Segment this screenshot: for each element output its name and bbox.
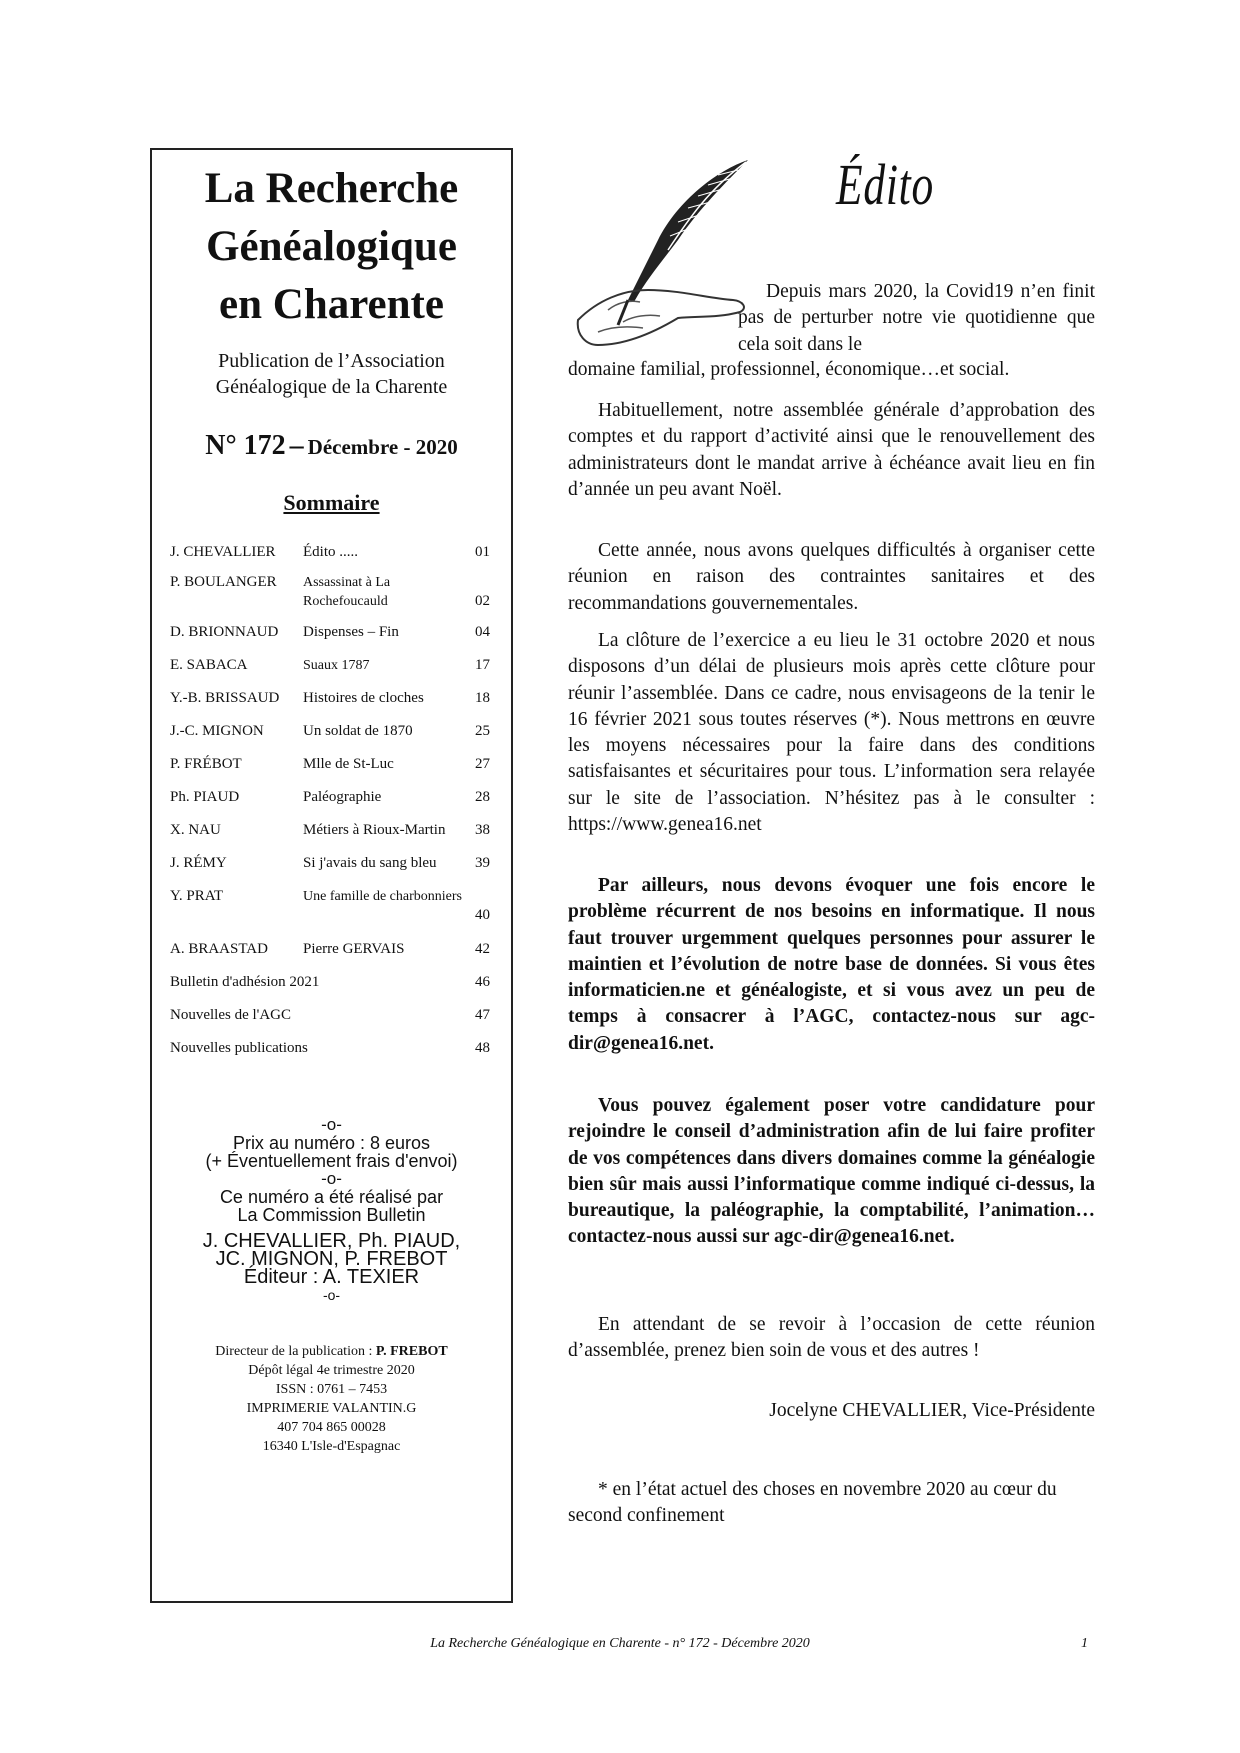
toc-author: Y. PRAT <box>170 888 224 904</box>
toc-page: 18 <box>475 690 490 706</box>
committee-names <box>152 1232 511 1286</box>
colophon <box>152 1116 511 1304</box>
paragraph-bold: Vous pouvez également poser votre candidature pour rejoindre le conseil d’administration afin de lui faire profiter de vos compétences dans divers domaines comme la généalogie bien sûr mais aussi l’informatique comme indiqué ci-dessus, la bureautique, la paléographie, la comptabilité, l’animation… contactez-nous aussi sur agc-dir@genea16.net. <box>568 1095 1095 1248</box>
issn: ISSN : 0761 – 7453 <box>275 1382 388 1397</box>
issue-line <box>152 430 511 462</box>
toc-page: 47 <box>475 1007 490 1023</box>
paragraph: Cette année, nous avons quelques difficultés à organiser cette réunion en raison des contraintes sanitaires et des recommandations gouvernementales. <box>568 540 1095 614</box>
sidebar-box <box>150 148 513 1603</box>
toc-page: 02 <box>475 593 490 609</box>
paragraph: Habituellement, notre assemblée générale d’approbation des comptes et du rapport d’activité ainsi que le renouvellement des administrateurs dont le mandat arrive à échéance avait lieu en fin d’année un peu avant Noël. <box>568 400 1095 500</box>
toc-title: Un soldat de 1870 <box>303 723 413 739</box>
title-line: La Recherche <box>204 165 459 212</box>
running-footer: La Recherche Généalogique en Charente - n° 172 - Décembre 2020 <box>430 1636 810 1651</box>
title-line: en Charente <box>219 281 444 328</box>
siren: 407 704 865 00028 <box>277 1420 386 1435</box>
toc-author: Nouvelles de l'AGC <box>170 1007 292 1023</box>
toc-author: Ph. PIAUD <box>170 789 240 805</box>
toc-title: Édito ..... <box>303 544 358 560</box>
toc-author: Y.-B. BRISSAUD <box>170 690 280 706</box>
toc-title: Suaux 1787 <box>303 658 370 673</box>
toc-title: Si j'avais du sang bleu <box>303 855 437 871</box>
toc-page: 27 <box>475 756 490 772</box>
issue-number: N° 172 <box>205 430 286 461</box>
title-line: Généalogique <box>206 223 457 270</box>
toc-author: J. CHEVALLIER <box>170 544 276 560</box>
toc-author: J.-C. MIGNON <box>170 723 264 739</box>
separator: -o- <box>321 1169 342 1188</box>
toc-page: 46 <box>475 974 490 990</box>
edito-title: Édito <box>836 152 935 217</box>
sommaire-heading: Sommaire <box>283 490 380 515</box>
paragraph: En attendant de se revoir à l’occasion de cette réunion d’assemblée, prenez bien soin de vous et des autres ! <box>568 1314 1095 1362</box>
publication-subtitle <box>152 348 511 400</box>
price: Prix au numéro : 8 euros <box>232 1133 431 1153</box>
publication-title <box>152 160 511 334</box>
toc-page: 01 <box>475 544 490 560</box>
paragraph-intro: Depuis mars 2020, la Covid19 n’en finit pas de perturber notre vie quotidienne que cela soit dans le <box>738 281 1095 355</box>
toc-page: 39 <box>475 855 490 871</box>
toc-page: 38 <box>475 822 490 838</box>
made-by: La Commission Bulletin <box>237 1205 426 1225</box>
paragraph-bold: Par ailleurs, nous devons évoquer une fois encore le problème récurrent de nos besoins en informatique. Il nous faut trouver urgemment quelques personnes pour assurer le maintien et l’évolution de notre base de données. Si vous êtes informaticien.ne et généalogiste, et si vous avez un peu de temps à consacrer à l’AGC, contactez-nous sur agc-dir@genea16.net. <box>568 875 1095 1054</box>
toc-page: 25 <box>475 723 490 739</box>
legal-deposit: Dépôt légal 4e trimestre 2020 <box>248 1363 415 1378</box>
issue-dash: – <box>289 430 304 461</box>
toc-author: P. BOULANGER <box>170 574 277 590</box>
subtitle-line: Publication de l’Association <box>218 350 445 372</box>
toc-title: Une famille de charbonniers <box>303 889 462 904</box>
director-label: Directeur de la publication : <box>215 1344 373 1359</box>
footnote: * en l’état actuel des choses en novembre 2020 au cœur du second confinement <box>568 1479 1057 1527</box>
toc-title: Mlle de St-Luc <box>303 756 394 772</box>
editor-line: Éditeur : A. TEXIER <box>243 1266 420 1288</box>
printer-name: IMPRIMERIE VALANTIN.G <box>246 1401 417 1416</box>
toc-title: Pierre GERVAIS <box>303 941 405 957</box>
director-name: P. FREBOT <box>375 1344 448 1359</box>
toc-title: Assassinat à La Rochefoucauld <box>303 575 391 609</box>
names-line: JC. MIGNON, P. FREBOT <box>215 1248 448 1270</box>
separator: -o- <box>322 1287 341 1303</box>
quill-hand-icon <box>568 150 758 350</box>
toc-title: Paléographie <box>303 789 382 805</box>
toc-page: 28 <box>475 789 490 805</box>
shipping-note: (+ Éventuellement frais d'envoi) <box>205 1151 458 1171</box>
subtitle-line: Généalogique de la Charente <box>215 376 448 398</box>
toc-author: J. RÉMY <box>170 855 227 871</box>
made-by: Ce numéro a été réalisé par <box>219 1187 444 1207</box>
separator: -o- <box>321 1115 342 1134</box>
names-line: J. CHEVALLIER, Ph. PIAUD, <box>202 1230 461 1252</box>
toc-title: Métiers à Rioux-Martin <box>303 822 446 838</box>
publication-info <box>152 1342 511 1456</box>
toc-author: Bulletin d'adhésion 2021 <box>170 974 320 990</box>
toc-page: 40 <box>475 907 490 923</box>
toc-page: 17 <box>475 657 490 673</box>
toc-title: Histoires de cloches <box>303 690 424 706</box>
address: 16340 L'Isle-d'Espagnac <box>262 1439 401 1454</box>
issue-date: Décembre - 2020 <box>307 435 458 459</box>
page-number: 1 <box>1081 1636 1088 1651</box>
toc-author: A. BRAASTAD <box>170 941 268 957</box>
toc-author: P. FRÉBOT <box>170 756 242 772</box>
toc-author: D. BRIONNAUD <box>170 624 279 640</box>
toc-page: 42 <box>475 941 490 957</box>
paragraph: La clôture de l’exercice a eu lieu le 31 octobre 2020 et nous disposons d’un délai de plusieurs mois après cette clôture pour réunir l’assemblée. Dans ce cadre, nous envisageons de la tenir le 16 février 2021 sous toutes réserves (*). Nous mettrons en œuvre les moyens nécessaires pour la faire dans des conditions satisfaisantes et sécuritaires pour tous. L’information sera relayée sur le site de l’association. N’hésitez pas à le consulter : https://www.genea16.net <box>568 630 1095 836</box>
toc-title: Dispenses – Fin <box>303 624 399 640</box>
toc-author: X. NAU <box>170 822 221 838</box>
toc-author: Nouvelles publications <box>170 1040 308 1056</box>
paragraph-intro-end: domaine familial, professionnel, économique…et social. <box>568 359 1010 380</box>
toc-author: E. SABACA <box>170 657 248 673</box>
toc-page: 48 <box>475 1040 490 1056</box>
toc-page: 04 <box>475 624 490 640</box>
director-line <box>152 1342 511 1361</box>
signature: Jocelyne CHEVALLIER, Vice-Présidente <box>769 1400 1095 1421</box>
